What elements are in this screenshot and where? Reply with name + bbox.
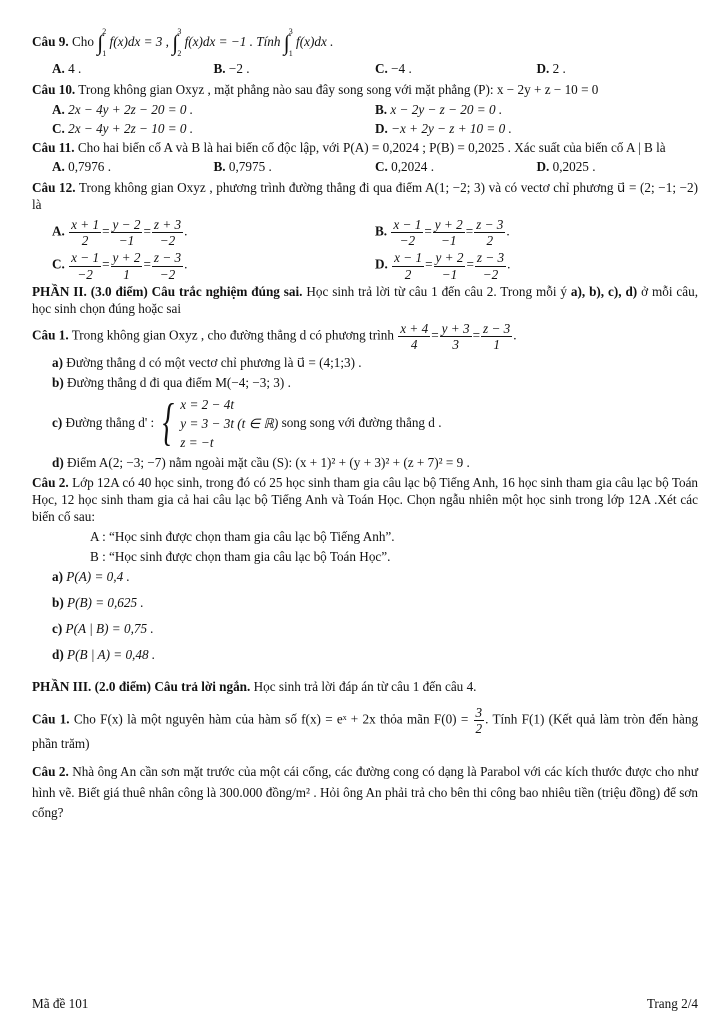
option-d: D. $\frac{x - 1}{2}$ = $\frac{y + 2}{-1}$ = $\frac{z - 3}{-2}$ . [375,250,511,282]
option-a: A. 0,7976 . [52,159,111,175]
question-10: Câu 10. Trong không gian Oxyz , mặt phẳng nào sau đây song song với mặt phẳng (P): x − 2y + z − 10 = 0 [32,81,599,97]
options-q12-row1 [32,217,698,248]
options-q10-row2 [32,121,698,138]
part2-question-1: Câu 1. Trong không gian Oxyz , cho đường thẳng d có phương trình $\frac{x + 4}{4}$ = $\frac{y + 3}{3}$ = $\frac{z - 3}{1}$ . [32,320,517,352]
page-footer [32,996,698,1013]
exam-code: Mã đề 101 [32,996,89,1011]
part2-heading: PHẦN II. (3.0 điểm) Câu trắc nghiệm đúng sai. Học sinh trả lời từ câu 1 đến câu 2. Trong mỗi ý a), b), c), d) ở mỗi câu, học sinh chọn đúng hoặc sai [32,283,698,316]
options-q12-row2 [32,250,698,281]
part2-q1-d: d) Điểm A(2; −3; −7) nằm ngoài mặt cầu (S): (x + 1)² + (y + 3)² + (z + 7)² = 9 . [52,455,470,471]
options-q10-row1 [32,102,698,119]
part2-q2-a: a) P(A) = 0,4 . [52,569,130,585]
option-d: D. 2 . [536,61,566,76]
part3-question-1: Câu 1. Cho F(x) là một nguyên hàm của hàm số f(x) = eˣ + 2x thỏa mãn F(0) = $\frac{3}{2}$ . Tính F(1) (Kết quả làm tròn đến hàng phần trăm) [32,704,699,752]
options-q9 [32,61,698,78]
option-a: A. 2x − 4y + 2z − 20 = 0 . [52,101,194,117]
question-9: Câu 9. Cho ∫ 2 1 f(x)dx = 3 , ∫ 3 2 f(x)dx = −1 . Tính ∫ 3 1 f(x)dx . [32,27,334,58]
option-b: B. −2 . [213,61,250,76]
option-b: B. x − 2y − z − 20 = 0 . [375,101,503,117]
integral-2: ∫ 3 2 [172,27,182,58]
question-11: Câu 11. Cho hai biến cố A và B là hai biến cố độc lập, với P(A) = 0,2024 ; P(B) = 0,2025 . Xác suất của biến cố A | B là [32,139,666,155]
part2-q1-b: b) Đường thẳng d đi qua điểm M(−4; −3; 3) . [52,374,291,390]
integral-1: ∫ 2 1 [97,27,107,58]
question-12: Câu 12. Trong không gian Oxyz , phương trình đường thẳng đi qua điểm A(1; −2; 3) và có vectơ chỉ phương u⃗ = (2; −1; −2) là [32,180,699,213]
part2-q2-d: d) P(B | A) = 0,48 . [52,647,156,663]
option-b: B. 0,7975 . [213,159,272,175]
part2-q1-a: a) Đường thẳng d có một vectơ chỉ phương là u⃗ = (4;1;3) . [52,354,362,370]
option-a: A. $\frac{x + 1}{2}$ = $\frac{y - 2}{-1}$ = $\frac{z + 3}{-2}$ . [52,217,188,249]
page-number: Trang 2/4 [646,996,698,1011]
option-b: B. $\frac{x - 1}{-2}$ = $\frac{y + 2}{-1}$ = $\frac{z - 3}{2}$ . [375,217,510,249]
part2-question-2: Câu 2. Lớp 12A có 40 học sinh, trong đó có 25 học sinh tham gia câu lạc bộ Tiếng Anh, 16 học sinh tham gia câu lạc bộ Toán Học, 12 học sinh tham gia cả hai câu lạc bộ Tiếng Anh và Toán Học. Chọn ngẫu nhiên một học sinh trong lớp 12A .Xét các biến cố sau: [32,475,699,524]
equation-system: { x = 2 − 4t y = 3 − 3t (t ∈ ℝ) z = −t [162,394,279,452]
option-d: D. −x + 2y − z + 10 = 0 . [375,120,512,136]
question-label: Câu 9. [32,34,69,50]
option-a: A. 4 . [52,61,82,76]
event-b: B : “Học sinh được chọn tham gia câu lạc bộ Toán Học”. [90,548,391,564]
option-c: C. 2x − 4y + 2z − 10 = 0 . [52,120,194,136]
options-q11 [32,159,698,176]
exam-page [32,28,698,827]
part3-question-2: Câu 2. Nhà ông An cần sơn mặt trước của một cái cổng, các đường cong có dạng là Parabol với các kích thước được cho như hình vẽ. Biết giá thuê nhân công là 300.000 đồng/m² . Hỏi ông An phải trả cho bên thi công bao nhiêu tiền (triệu đồng) để sơn cổng? [32,764,698,821]
part3-heading: PHẦN III. (2.0 điểm) Câu trả lời ngắn. Học sinh trả lời đáp án từ câu 1 đến câu 4. [32,679,477,695]
integral-3: ∫ 3 1 [283,27,293,58]
option-c: C. $\frac{x - 1}{-2}$ = $\frac{y + 2}{1}$ = $\frac{z - 3}{-2}$ . [52,250,188,282]
option-c: C. 0,2024 . [375,159,434,175]
part2-q2-b: b) P(B) = 0,625 . [52,595,144,611]
part2-q1-c: c) Đường thẳng d' : { x = 2 − 4t y = 3 − 3t (t ∈ ℝ) z = −t song song với đường thẳng d . [52,394,442,452]
option-c: C. −4 . [375,61,412,76]
event-a: A : “Học sinh được chọn tham gia câu lạc bộ Tiếng Anh”. [90,528,395,544]
part2-q2-c: c) P(A | B) = 0,75 . [52,621,154,637]
option-d: D. 0,2025 . [536,159,596,175]
